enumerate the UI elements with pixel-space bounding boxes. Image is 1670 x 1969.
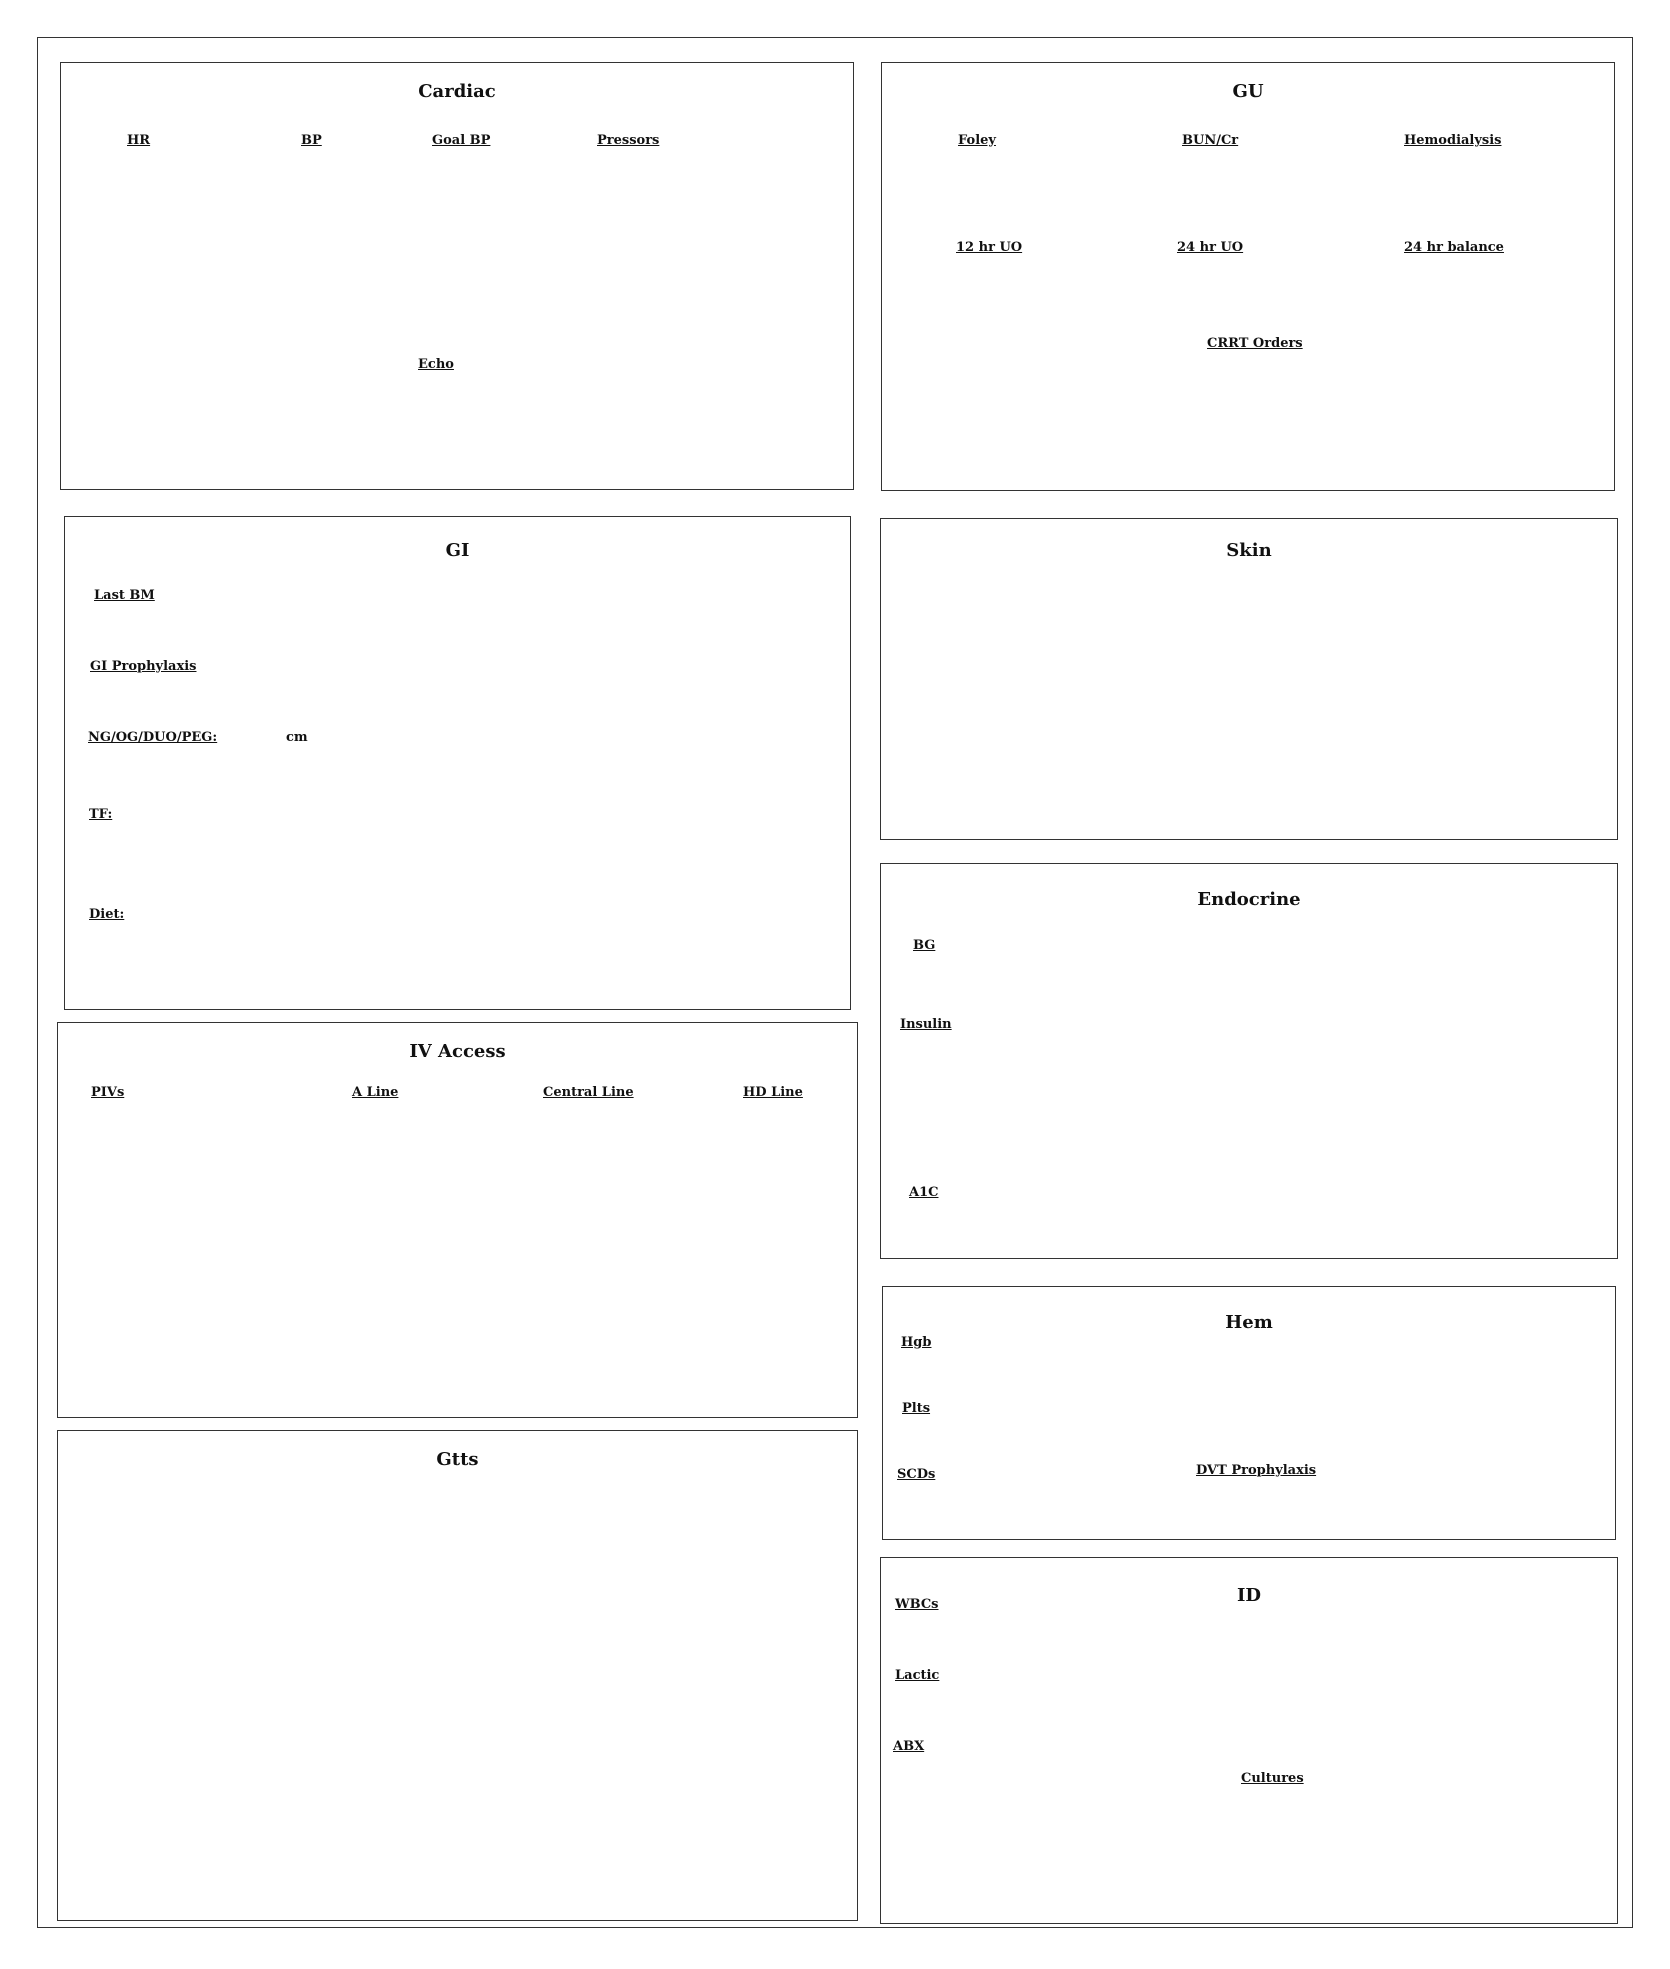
hr-label: HR [127, 133, 151, 148]
tube-cm-unit: cm [286, 730, 308, 745]
hem-section [882, 1286, 1616, 1540]
pressors-label: Pressors [597, 133, 660, 148]
gtts-title: Gtts [436, 1449, 479, 1470]
hgb-label: Hgb [901, 1335, 932, 1350]
dvt-prophylaxis-label: DVT Prophylaxis [1196, 1463, 1317, 1478]
bun-cr-label: BUN/Cr [1182, 133, 1239, 148]
diet-label: Diet: [89, 907, 125, 922]
wbcs-label: WBCs [895, 1597, 939, 1612]
gi-section [64, 516, 851, 1010]
balance24-label: 24 hr balance [1404, 240, 1504, 255]
tube-label: NG/OG/DUO/PEG: [88, 730, 218, 745]
insulin-label: Insulin [900, 1017, 952, 1032]
skin-section [880, 518, 1618, 840]
goal-bp-label: Goal BP [432, 133, 491, 148]
cardiac-section [60, 62, 854, 490]
echo-label: Echo [418, 357, 454, 372]
iv-access-section [57, 1022, 858, 1418]
foley-label: Foley [958, 133, 996, 148]
gu-section [881, 62, 1615, 491]
last-bm-label: Last BM [94, 588, 155, 603]
iv-access-title: IV Access [409, 1041, 506, 1062]
pivs-label: PIVs [91, 1085, 125, 1100]
gi-title: GI [445, 540, 470, 561]
bg-label: BG [913, 938, 936, 953]
bp-label: BP [301, 133, 322, 148]
hem-title: Hem [1225, 1312, 1273, 1333]
uo12-label: 12 hr UO [956, 240, 1023, 255]
central-line-label: Central Line [543, 1085, 634, 1100]
id-section [880, 1557, 1618, 1924]
a1c-label: A1C [909, 1185, 939, 1200]
cultures-label: Cultures [1241, 1771, 1304, 1786]
skin-title: Skin [1226, 540, 1272, 561]
id-title: ID [1236, 1585, 1262, 1606]
gi-prophylaxis-label: GI Prophylaxis [90, 659, 197, 674]
gu-title: GU [1232, 81, 1264, 102]
hd-line-label: HD Line [743, 1085, 803, 1100]
abx-label: ABX [893, 1739, 925, 1754]
crrt-orders-label: CRRT Orders [1207, 336, 1303, 351]
cardiac-title: Cardiac [418, 81, 496, 102]
gtts-section [57, 1430, 858, 1921]
uo24-label: 24 hr UO [1177, 240, 1244, 255]
hemodialysis-label: Hemodialysis [1404, 133, 1502, 148]
a-line-label: A Line [352, 1085, 399, 1100]
plts-label: Plts [902, 1401, 931, 1416]
endocrine-section [880, 863, 1618, 1259]
endocrine-title: Endocrine [1197, 889, 1301, 910]
lactic-label: Lactic [895, 1668, 940, 1683]
tf-label: TF: [89, 807, 113, 822]
scds-label: SCDs [897, 1467, 936, 1482]
